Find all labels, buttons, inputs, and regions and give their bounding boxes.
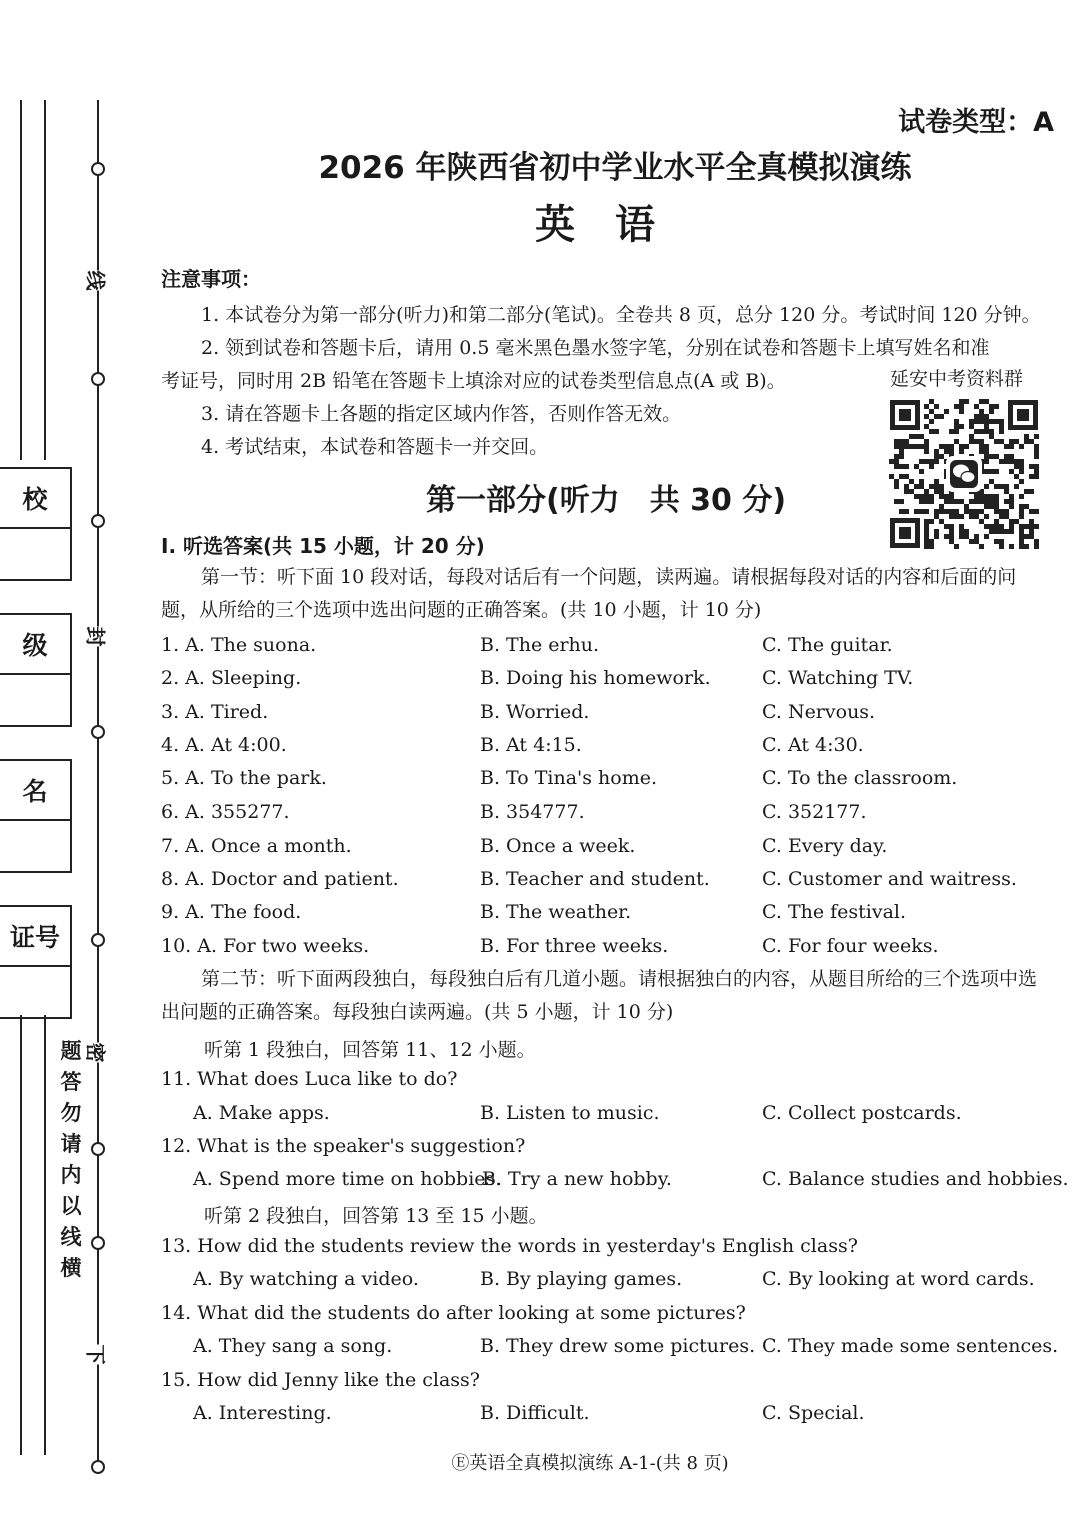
option-c[interactable]: C. Every day. [762,835,888,857]
class-write-area[interactable] [0,675,70,725]
option-c[interactable]: C. The festival. [762,901,907,923]
option-a[interactable]: A. Interesting. [193,1402,332,1424]
option-c[interactable]: C. Special. [762,1402,865,1424]
option-a[interactable]: 3. A. Tired. [161,701,269,723]
option-b[interactable]: B. Once a week. [480,835,636,857]
exam-id-box [0,905,72,1019]
question-stem: 11. What does Luca like to do? [161,1068,458,1090]
option-a[interactable]: A. Spend more time on hobbies. [193,1168,502,1190]
name-box [0,759,72,873]
binding-word-xian: 线 [83,271,112,291]
option-c[interactable]: C. Collect postcards. [762,1102,962,1124]
school-write-area[interactable] [0,529,70,579]
note-item: 4. 考试结束，本试卷和答题卡一并交回。 [201,436,549,458]
option-b[interactable]: B. Difficult. [480,1402,590,1424]
note-item: 3. 请在答题卡上各题的指定区域内作答，否则作答无效。 [201,403,682,425]
option-c[interactable]: C. For four weeks. [762,935,939,957]
class-box [0,613,72,727]
option-c[interactable]: C. By looking at word cards. [762,1268,1035,1290]
option-a[interactable]: 4. A. At 4:00. [161,734,287,756]
option-c[interactable]: C. To the classroom. [762,767,958,789]
part-title: 第一部分(听力 共 30 分) [426,483,787,518]
monologue1-label: 听第 1 段独白，回答第 11、12 小题。 [204,1039,536,1061]
option-a[interactable]: 1. A. The suona. [161,634,317,656]
option-a[interactable]: 6. A. 355277. [161,801,290,823]
option-c[interactable]: C. At 4:30. [762,734,864,756]
question-stem: 15. How did Jenny like the class? [161,1369,480,1391]
option-b[interactable]: B. Listen to music. [480,1102,660,1124]
qr-label: 延安中考资料群 [890,368,1024,390]
option-a[interactable]: A. Make apps. [193,1102,330,1124]
option-c[interactable]: C. Balance studies and hobbies. [762,1168,1069,1190]
notes-heading: 注意事项： [161,267,261,291]
option-b[interactable]: B. To Tina's home. [480,767,658,789]
binding-word-xia: 下 [83,1345,112,1365]
exam-id-label: 证号 [0,907,70,967]
option-a[interactable]: 7. A. Once a month. [161,835,352,857]
note-item: 考证号，同时用 2B 铅笔在答题卡上填涂对应的试卷类型信息点(A 或 B)。 [161,370,786,392]
option-c[interactable]: C. 352177. [762,801,867,823]
option-a[interactable]: 10. A. For two weeks. [161,935,370,957]
binding-warning: 题答勿请内以线横 [60,1039,82,1280]
option-b[interactable]: B. Doing his homework. [480,667,711,689]
name-write-area[interactable] [0,821,70,871]
subject-title: 英语 [535,202,695,248]
paper-type: 试卷类型：A [898,107,1054,138]
section2-intro [161,963,1051,1029]
question-stem: 12. What is the speaker's suggestion? [161,1135,526,1157]
option-b[interactable]: B. 354777. [480,801,585,823]
option-b[interactable]: B. At 4:15. [480,734,582,756]
option-a[interactable]: 8. A. Doctor and patient. [161,868,399,890]
page-footer: Ⓔ英语全真模拟演练 A-1-(共 8 页) [451,1453,729,1474]
name-label: 名 [0,761,70,821]
monologue2-label: 听第 2 段独白，回答第 13 至 15 小题。 [204,1205,548,1227]
option-a[interactable]: A. By watching a video. [193,1268,419,1290]
class-label: 级 [0,615,70,675]
option-a[interactable]: 2. A. Sleeping. [161,667,302,689]
option-c[interactable]: C. The guitar. [762,634,893,656]
binding-word-mi: 密 [83,1043,112,1063]
option-b[interactable]: B. The weather. [480,901,632,923]
section1-intro-text: 第一节：听下面 10 段对话，每段对话后有一个问题，读两遍。请根据每段对话的内容和后面的问题，从所给的三个选项中选出问题的正确答案。(共 10 小题，计 10 分) [161,566,1017,621]
option-b[interactable]: B. They drew some pictures. [480,1335,756,1357]
binding-word-feng: 封 [83,627,112,647]
section1-intro [161,561,1051,627]
qr-code-icon[interactable] [888,398,1040,550]
question-stem: 13. How did the students review the words in yesterday's English class? [161,1235,858,1257]
option-c[interactable]: C. They made some sentences. [762,1335,1059,1357]
option-b[interactable]: B. Worried. [480,701,590,723]
option-b[interactable]: B. For three weeks. [480,935,669,957]
note-item: 1. 本试卷分为第一部分(听力)和第二部分(笔试)。全卷共 8 页，总分 120 分。考试时间 120 分钟。 [201,304,1041,326]
option-c[interactable]: C. Watching TV. [762,667,914,689]
school-label: 校 [0,469,70,529]
note-item: 2. 领到试卷和答题卡后，请用 0.5 毫米黑色墨水签字笔，分别在试卷和答题卡上填写姓名和准 [201,337,990,359]
option-b[interactable]: B. Teacher and student. [480,868,710,890]
question-stem: 14. What did the students do after looking at some pictures? [161,1302,746,1324]
option-c[interactable]: C. Nervous. [762,701,876,723]
option-a[interactable]: 9. A. The food. [161,901,302,923]
option-b[interactable]: B. Try a new hobby. [482,1168,672,1190]
exam-title: 2026 年陕西省初中学业水平全真模拟演练 [318,150,912,186]
section2-intro-text: 第二节：听下面两段独白，每段独白后有几道小题。请根据独白的内容，从题目所给的三个选项中选出问题的正确答案。每段独白读两遍。(共 5 小题，计 10 分) [161,968,1038,1023]
exam-id-write-area[interactable] [0,967,70,1017]
section-title: Ⅰ. 听选答案(共 15 小题，计 20 分) [161,534,485,558]
option-a[interactable]: 5. A. To the park. [161,767,327,789]
school-box [0,467,72,581]
option-b[interactable]: B. The erhu. [480,634,600,656]
option-c[interactable]: C. Customer and waitress. [762,868,1017,890]
option-b[interactable]: B. By playing games. [480,1268,683,1290]
option-a[interactable]: A. They sang a song. [193,1335,393,1357]
